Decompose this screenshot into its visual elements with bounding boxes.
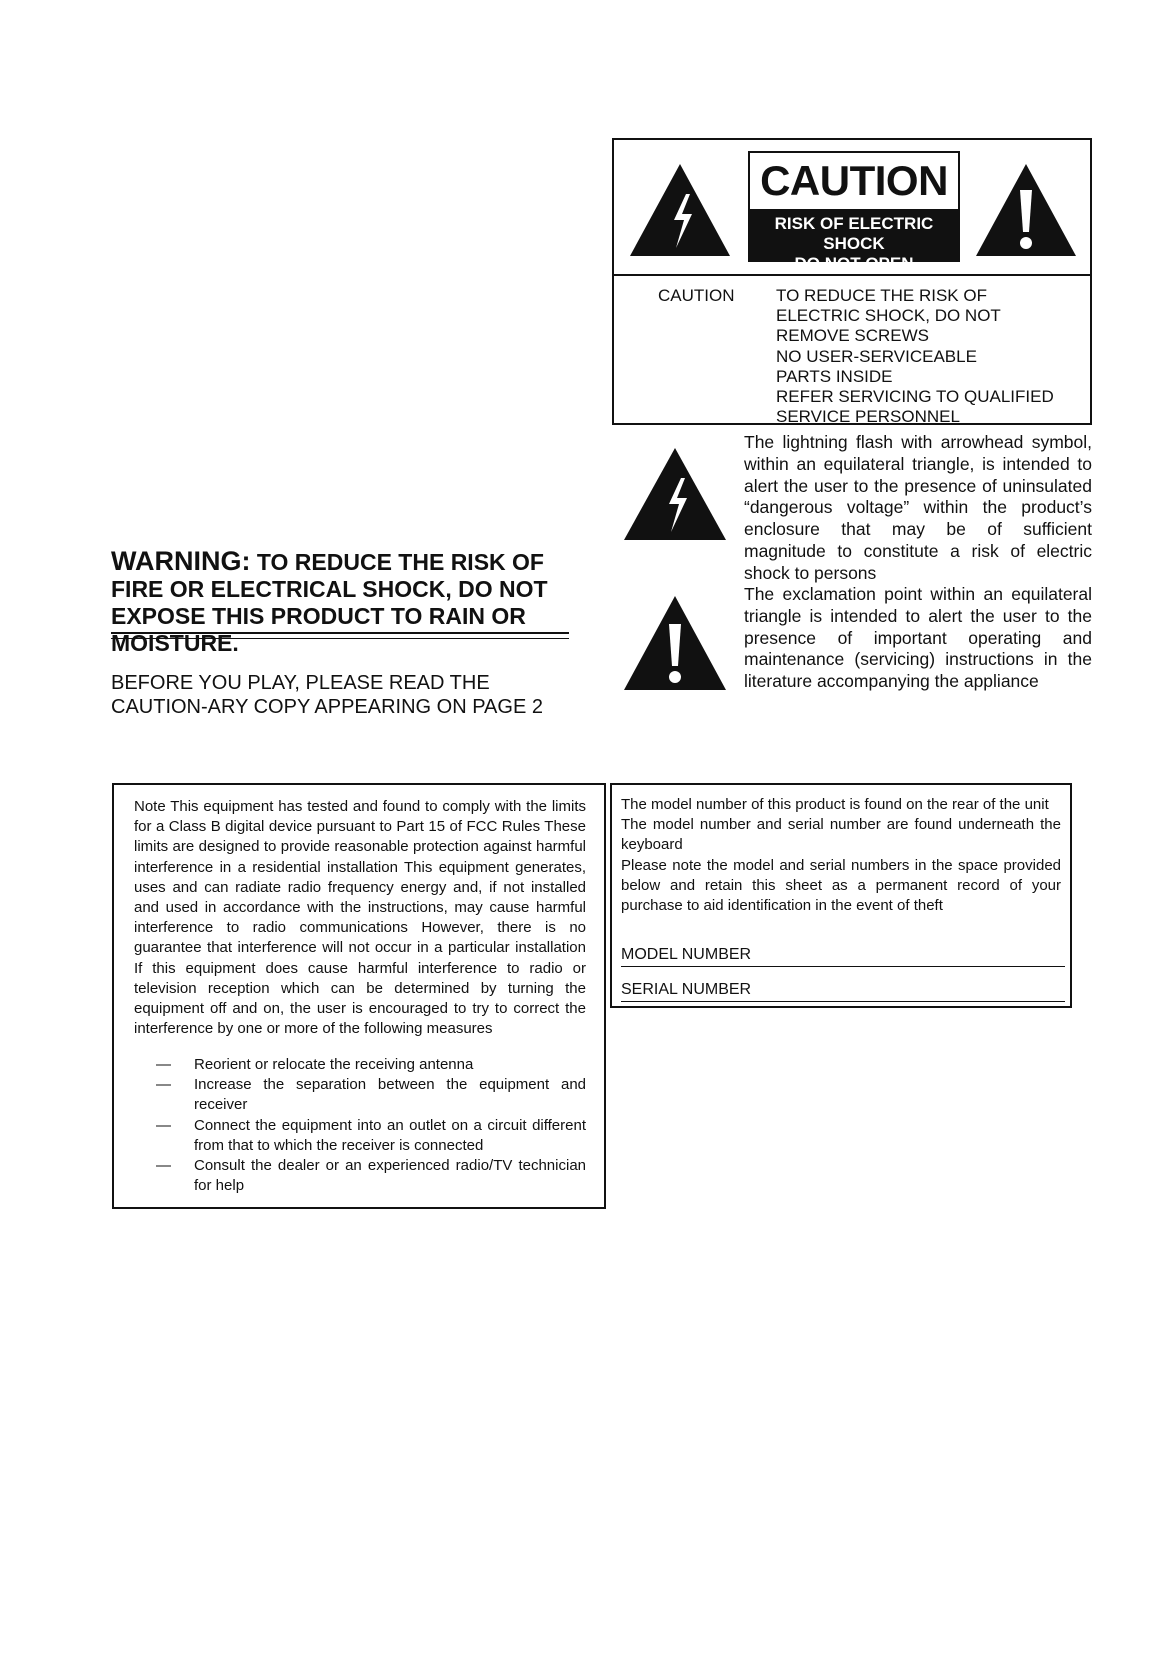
serial-number-line bbox=[621, 1001, 1065, 1002]
list-item: — Increase the separation between the equipment and receiver bbox=[156, 1076, 586, 1114]
list-item: — Connect the equipment into an outlet on a circuit different from that to which the receiver is connected bbox=[156, 1116, 586, 1154]
fcc-note-box bbox=[112, 783, 606, 1209]
model-info-text bbox=[621, 795, 1061, 916]
caution-line: NO USER-SERVICEABLE bbox=[776, 346, 977, 366]
caution-band-line2: DO NOT OPEN bbox=[794, 254, 914, 273]
caution-notice-label: CAUTION bbox=[658, 286, 735, 305]
lightning-triangle-icon bbox=[622, 446, 728, 542]
lightning-triangle-icon bbox=[628, 162, 732, 258]
caution-line: PARTS INSIDE bbox=[776, 366, 893, 386]
caution-label-area bbox=[614, 140, 1090, 276]
caution-label-title: CAUTION bbox=[760, 157, 948, 204]
warning-text: TO REDUCE THE RISK OF FIRE OR ELECTRICAL SHOCK, DO NOT EXPOSE THIS PRODUCT TO RAIN OR MOISTURE. bbox=[111, 549, 548, 656]
model-number-box bbox=[610, 783, 1072, 1008]
fcc-note-paragraph: Note This equipment has tested and found to comply with the limits for a Class B digital device pursuant to Part 15 of FCC Rules These limits are designed to provide reasonable protection against harmful interference in a residential installation This equipment generates, uses and can radiate radio frequency energy and, if not installed and used in accordance with the instructions, may cause harmful interference to radio communications However, there is no guarantee that interference will not occur in a particular installation If this equipment does cause harmful interference to radio or television reception which can be determined by turning the equipment off and on, the user is encouraged to try to correct the interference by one or more of the following measures bbox=[134, 798, 586, 1038]
exclamation-symbol-explanation: The exclamation point within an equilateral triangle is intended to alert the user to the presence of important operating and maintenance (servicing) instructions in the literature accompanying the appliance bbox=[744, 584, 1092, 692]
caution-box bbox=[612, 138, 1092, 425]
exclamation-triangle-icon bbox=[622, 594, 728, 692]
model-number-line bbox=[621, 966, 1065, 967]
caution-line: REMOVE SCREWS bbox=[776, 326, 930, 346]
model-info-p3: Please note the model and serial numbers in the space provided below and retain this sheet as a permanent record of your purchase to aid identification in the event of theft bbox=[621, 856, 1061, 915]
caution-line: TO REDUCE THE RISK OF bbox=[776, 286, 987, 305]
list-item: — Reorient or relocate the receiving antenna bbox=[156, 1056, 474, 1073]
caution-label bbox=[748, 151, 960, 273]
fcc-measures-list bbox=[134, 1055, 586, 1196]
list-item: — Consult the dealer or an experienced radio/TV technician for help bbox=[156, 1157, 586, 1195]
caution-label-band bbox=[750, 209, 958, 273]
caution-line: REFER SERVICING TO QUALIFIED bbox=[776, 387, 1054, 407]
exclamation-triangle-icon bbox=[974, 162, 1078, 258]
model-info-p1: The model number of this product is found on the rear of the unit bbox=[621, 796, 1049, 813]
warning-notice bbox=[111, 548, 571, 657]
caution-line: SERVICE PERSONNEL bbox=[776, 407, 960, 427]
caution-line: ELECTRIC SHOCK, DO NOT bbox=[776, 306, 1001, 326]
serial-number-label: SERIAL NUMBER bbox=[621, 981, 752, 998]
warning-lead: WARNING: bbox=[111, 546, 251, 576]
model-info-p2: The model number and serial number are found underneath the keyboard bbox=[621, 816, 1061, 854]
caution-band-line1: RISK OF ELECTRIC SHOCK bbox=[774, 214, 934, 253]
divider bbox=[111, 632, 569, 634]
caution-notice-text bbox=[776, 286, 1054, 427]
divider bbox=[111, 638, 569, 639]
before-play-notice: BEFORE YOU PLAY, PLEASE READ THE CAUTION-ARY COPY APPEARING ON PAGE 2 bbox=[111, 672, 543, 718]
lightning-symbol-explanation: The lightning flash with arrowhead symbol, within an equilateral triangle, is intended to alert the user to the presence of uninsulated “dangerous voltage” within the product’s enclosure that may be of sufficient magnitude to constitute a risk of electric shock to persons bbox=[744, 432, 1092, 583]
model-number-label: MODEL NUMBER bbox=[621, 946, 752, 963]
